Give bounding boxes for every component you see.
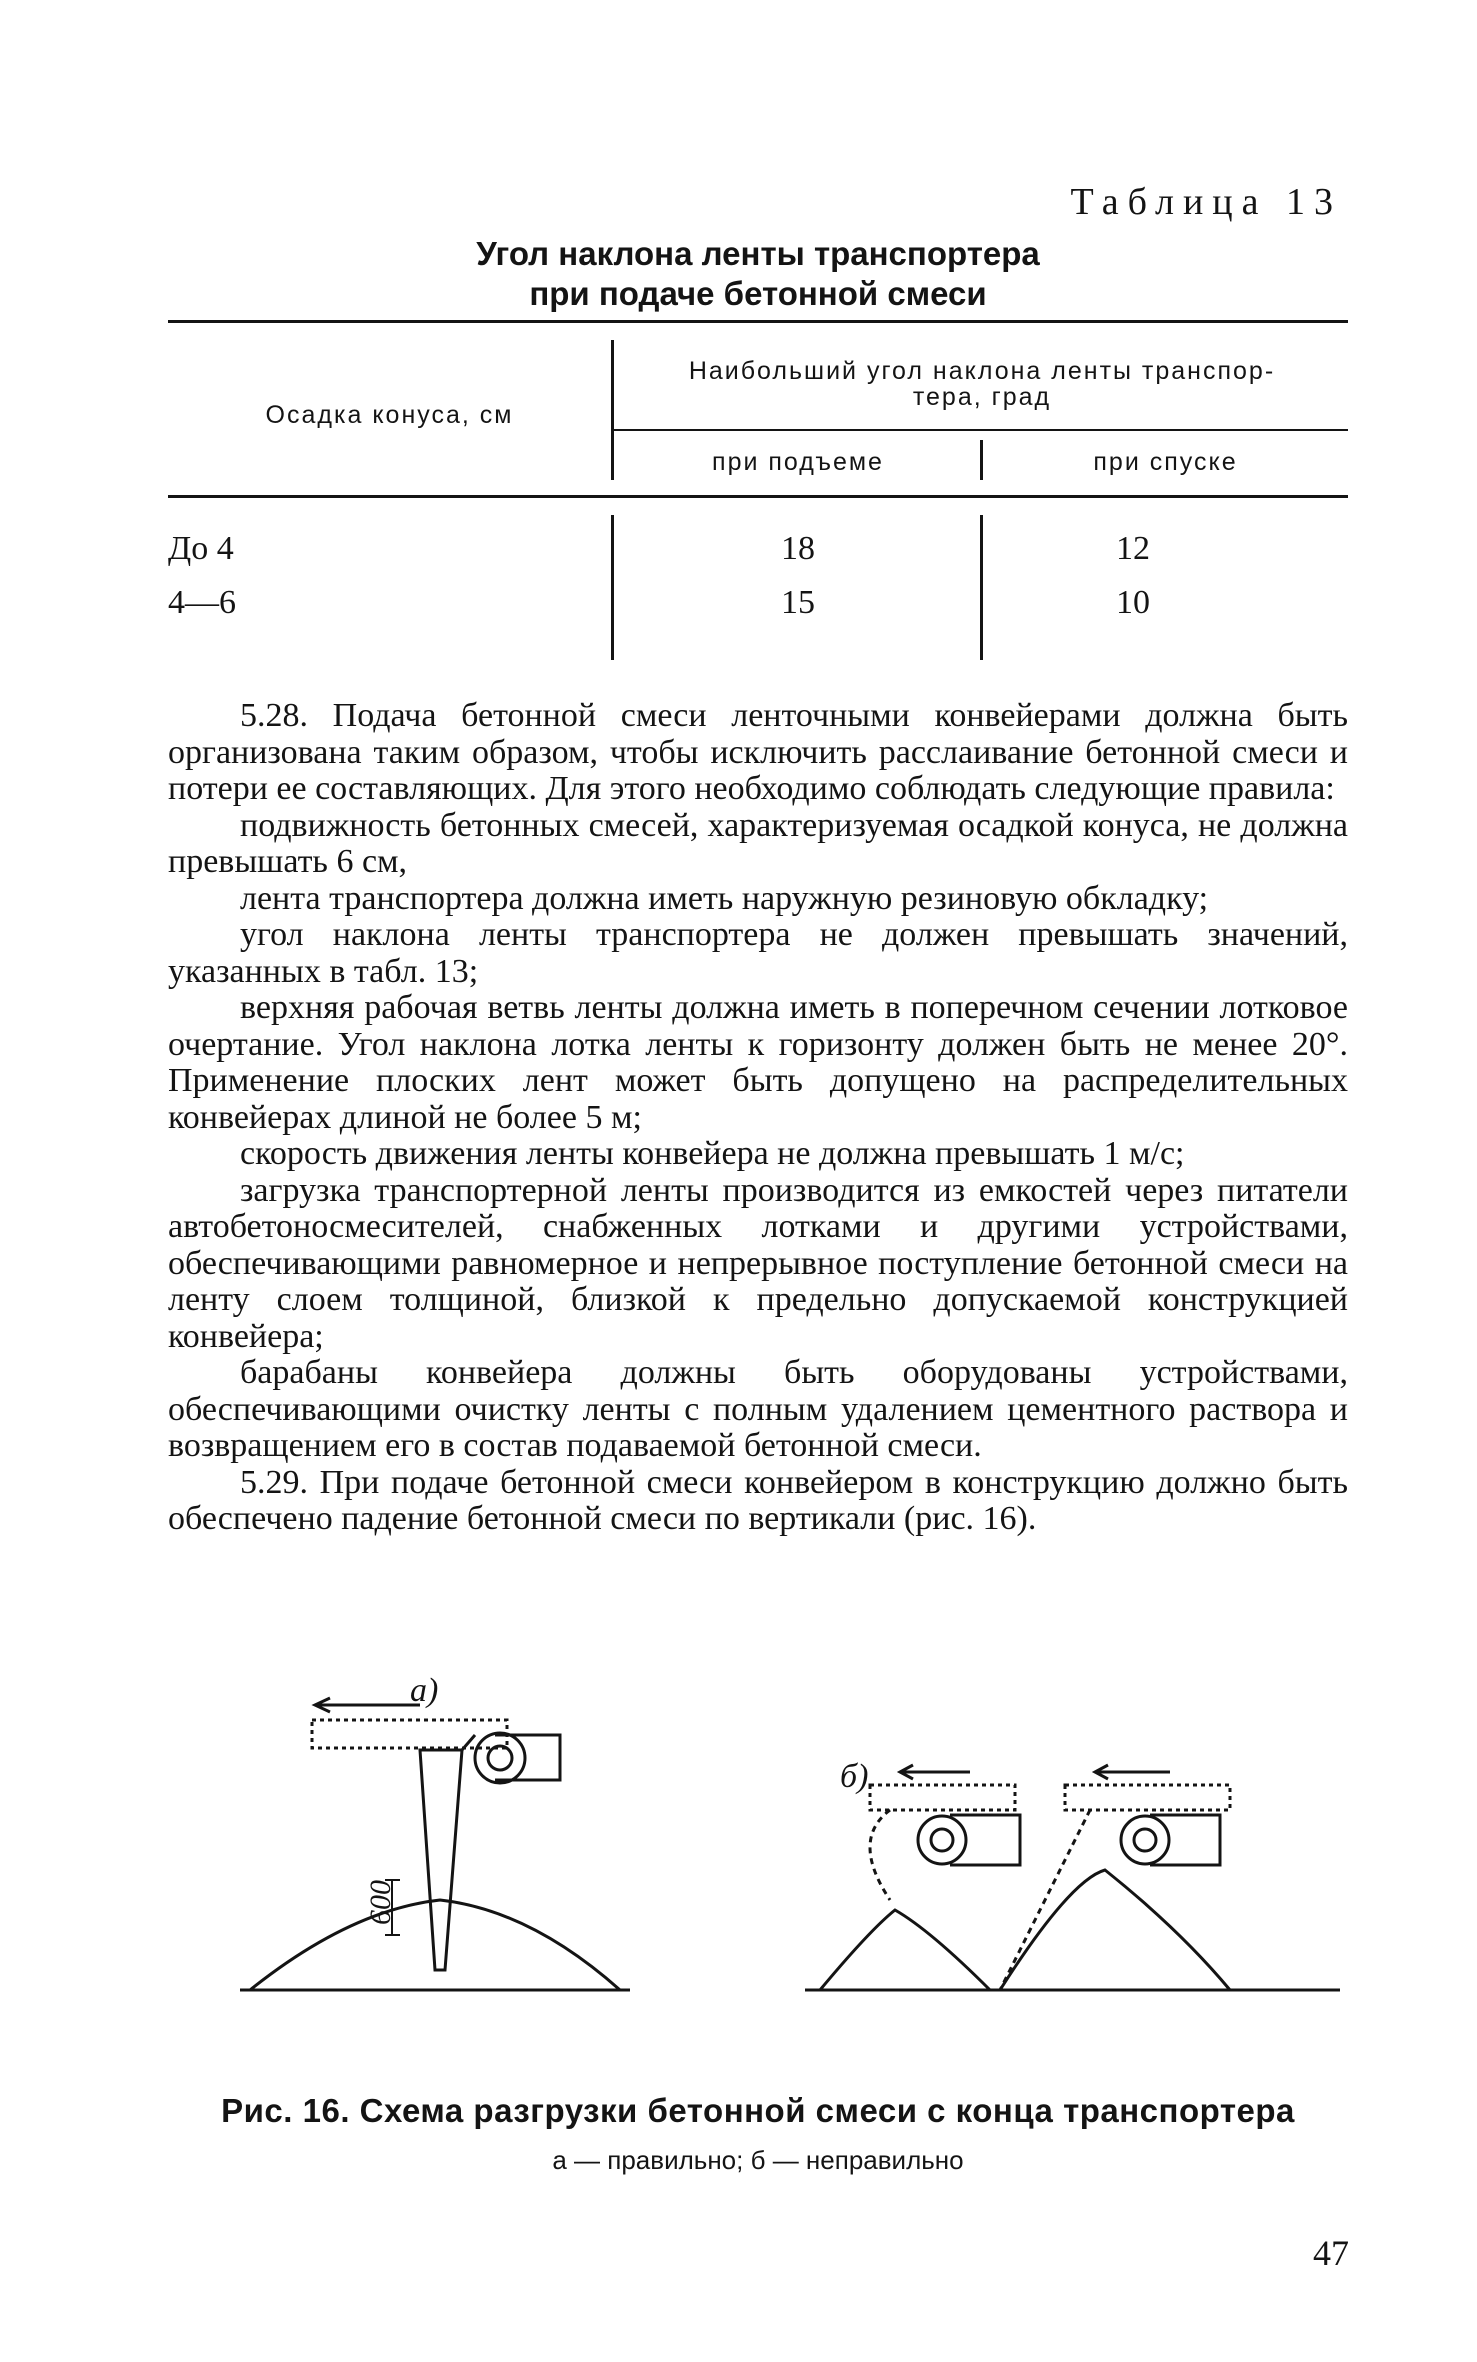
drum-pulley [475, 1733, 525, 1783]
drum-axle [1134, 1829, 1156, 1851]
figure-16 [230, 1660, 1350, 2070]
concrete-on-belt [1065, 1785, 1230, 1810]
header-angle-line-2: тера, град [912, 383, 1052, 411]
drum-pulley [1121, 1816, 1169, 1864]
paragraph-5-29: 5.29. При подаче бетонной смеси конвейером в конструкцию должно быть обеспечено падение бетонной смеси по вертикали (рис. 16). [168, 1463, 1348, 1537]
table-top-rule [168, 320, 1348, 323]
rule-item: лента транспортера должна иметь наружную резиновую обкладку; [240, 879, 1209, 917]
table-cell-up: 15 [781, 584, 815, 621]
table-title-line-1: Угол наклона ленты транспортера [476, 235, 1040, 272]
header-angle-line-1: Наибольший угол наклона ленты транспор- [688, 357, 1276, 385]
rule-item: загрузка транспортерной ленты производится из емкостей через питатели автобетоносмесителей, снабженных лотками и другими устройствами, обеспечивающими равномерное и непрерывное поступление бетонной смеси на ленту слоем толщиной, близкой к предельно допускаемой конструкцией конвейера; [168, 1171, 1348, 1355]
body-text [168, 698, 1348, 1538]
table-number: Таблица 13 [1070, 181, 1342, 223]
rule-item: верхняя рабочая ветвь ленты должна иметь в поперечном сечении лотковое очертание. Угол наклона лотка ленты к горизонту должен быть не менее 20°. Применение плоских лент может быть допущено на распределительных конвейерах длиной не более 5 м; [168, 989, 1348, 1136]
data-table [168, 320, 1348, 660]
table-title-line-2: при подаче бетонной смеси [529, 275, 987, 312]
concrete-stream [1000, 1810, 1090, 1990]
concrete-on-belt [870, 1785, 1015, 1810]
discharge-chute [420, 1750, 462, 1970]
paragraph-5-28: 5.28. Подача бетонной смеси ленточными конвейерами должна быть организована таким образом, чтобы исключить расслаивание бетонной смеси и потери ее составляющих. Для этого необходимо соблюдать следующие правила: [168, 697, 1348, 807]
conveyor-belt [495, 1735, 560, 1780]
figure-caption: Рис. 16. Схема разгрузки бетонной смеси с конца транспортера [221, 2092, 1295, 2129]
conveyor-a [240, 1698, 630, 1990]
figure-label-a: а) [410, 1672, 439, 1709]
page-number: 47 [1313, 2233, 1349, 2273]
header-down: при спуске [1093, 448, 1238, 476]
concrete-pile [820, 1910, 990, 1990]
figure-sub-caption: а — правильно; б — неправильно [552, 2145, 964, 2175]
table-header-rule [168, 495, 1348, 498]
drum-pulley [918, 1816, 966, 1864]
drum-axle [931, 1829, 953, 1851]
table-subheader-rule [613, 429, 1348, 431]
table-cell-slump: До 4 [168, 530, 234, 567]
header-up: при подъеме [712, 448, 884, 476]
conveyor-b2 [1000, 1765, 1340, 1990]
header-slump: Осадка конуса, см [265, 401, 514, 429]
dimension-label: 600 [364, 1880, 397, 1925]
concrete-pile [1000, 1870, 1230, 1990]
conveyor-b1 [805, 1765, 1020, 1990]
rule-item: подвижность бетонных смесей, характеризуемая осадкой конуса, не должна превышать 6 см, [168, 806, 1348, 880]
table-divider [611, 340, 614, 480]
conveyor-diagram [230, 1660, 1350, 2070]
concrete-stream [870, 1810, 890, 1900]
concrete-pile [250, 1900, 620, 1990]
rule-item: угол наклона ленты транспортера не должен превышать значений, указанных в табл. 13; [168, 916, 1348, 990]
table-cell-down: 10 [1116, 584, 1150, 621]
table-cell-down: 12 [1116, 530, 1150, 567]
table-cell-up: 18 [781, 530, 815, 567]
table-divider [611, 515, 614, 660]
table-cell-slump: 4—6 [168, 584, 236, 621]
rule-item: барабаны конвейера должны быть оборудованы устройствами, обеспечивающими очистку ленты с полным удалением цементного раствора и возвращением его в состав подаваемой бетонной смеси. [168, 1354, 1348, 1464]
table-title [168, 234, 1348, 314]
drum-axle [488, 1746, 512, 1770]
figure-label-b: б) [840, 1758, 869, 1795]
rule-item: скорость движения ленты конвейера не должна превышать 1 м/с; [240, 1135, 1185, 1172]
